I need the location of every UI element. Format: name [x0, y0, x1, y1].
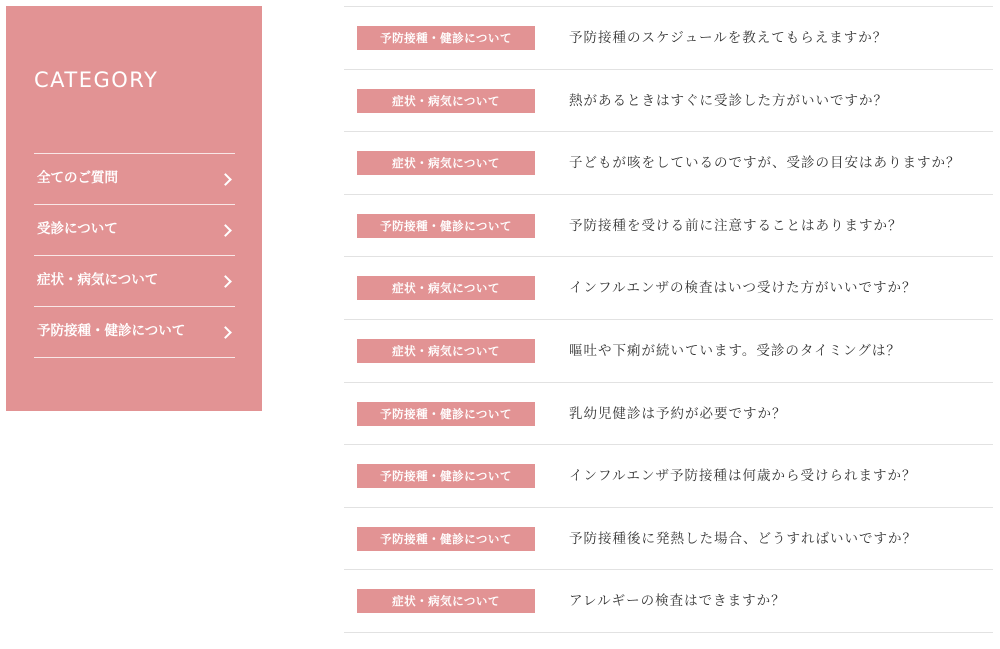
chevron-right-icon	[219, 173, 232, 186]
category-tag: 症状・病気について	[357, 89, 535, 113]
faq-question[interactable]: 嘔吐や下痢が続いています。受診のタイミングは？	[569, 342, 901, 359]
faq-item[interactable]	[344, 257, 993, 320]
category-tag: 症状・病気について	[357, 339, 535, 363]
faq-question[interactable]: 予防接種後に発熱した場合、どうすればいいですか？	[569, 530, 917, 547]
chevron-right-icon	[219, 224, 232, 237]
faq-item[interactable]	[344, 508, 993, 571]
category-item-consultation[interactable]	[34, 205, 235, 256]
faq-item[interactable]	[344, 132, 993, 195]
category-tag: 症状・病気について	[357, 589, 535, 613]
faq-question[interactable]: インフルエンザの検査はいつ受けた方がいいですか？	[569, 280, 917, 297]
faq-question[interactable]: 予防接種を受ける前に注意することはありますか？	[569, 217, 903, 234]
category-list	[34, 153, 235, 358]
category-tag: 予防接種・健診について	[357, 527, 535, 551]
faq-item[interactable]	[344, 195, 993, 258]
faq-question[interactable]: 乳幼児健診は予約が必要ですか？	[569, 405, 787, 422]
faq-question[interactable]: インフルエンザ予防接種は何歳から受けられますか？	[569, 468, 917, 485]
chevron-right-icon	[219, 326, 232, 339]
faq-question[interactable]: 熱があるときはすぐに受診した方がいいですか？	[569, 92, 888, 109]
chevron-right-icon	[219, 275, 232, 288]
category-tag: 予防接種・健診について	[357, 402, 535, 426]
faq-item[interactable]	[344, 445, 993, 508]
category-tag: 予防接種・健診について	[357, 214, 535, 238]
category-item-label: 予防接種・健診について	[37, 323, 186, 339]
category-item-symptoms[interactable]	[34, 256, 235, 307]
category-tag: 症状・病気について	[357, 276, 535, 300]
category-tag: 予防接種・健診について	[357, 464, 535, 488]
faq-question[interactable]: アレルギーの検査はできますか？	[569, 593, 786, 610]
category-item-label: 全てのご質問	[37, 170, 118, 186]
category-tag: 予防接種・健診について	[357, 26, 535, 50]
faq-item[interactable]	[344, 383, 993, 446]
faq-item[interactable]	[344, 70, 993, 133]
faq-item[interactable]	[344, 7, 993, 70]
faq-item[interactable]	[344, 570, 993, 633]
category-item-label: 症状・病気について	[37, 272, 159, 288]
category-item-vaccination[interactable]	[34, 307, 235, 358]
category-item-label: 受診について	[37, 221, 118, 237]
category-sidebar	[6, 6, 262, 411]
faq-item[interactable]	[344, 320, 993, 383]
faq-question[interactable]: 予防接種のスケジュールを教えてもらえますか？	[569, 30, 888, 46]
category-tag: 症状・病気について	[357, 151, 535, 175]
faq-question[interactable]: 子どもが咳をしているのですが、受診の目安はありますか？	[569, 155, 961, 172]
category-item-all[interactable]	[34, 154, 235, 205]
faq-list	[344, 6, 993, 633]
category-title: CATEGORY	[34, 68, 159, 92]
